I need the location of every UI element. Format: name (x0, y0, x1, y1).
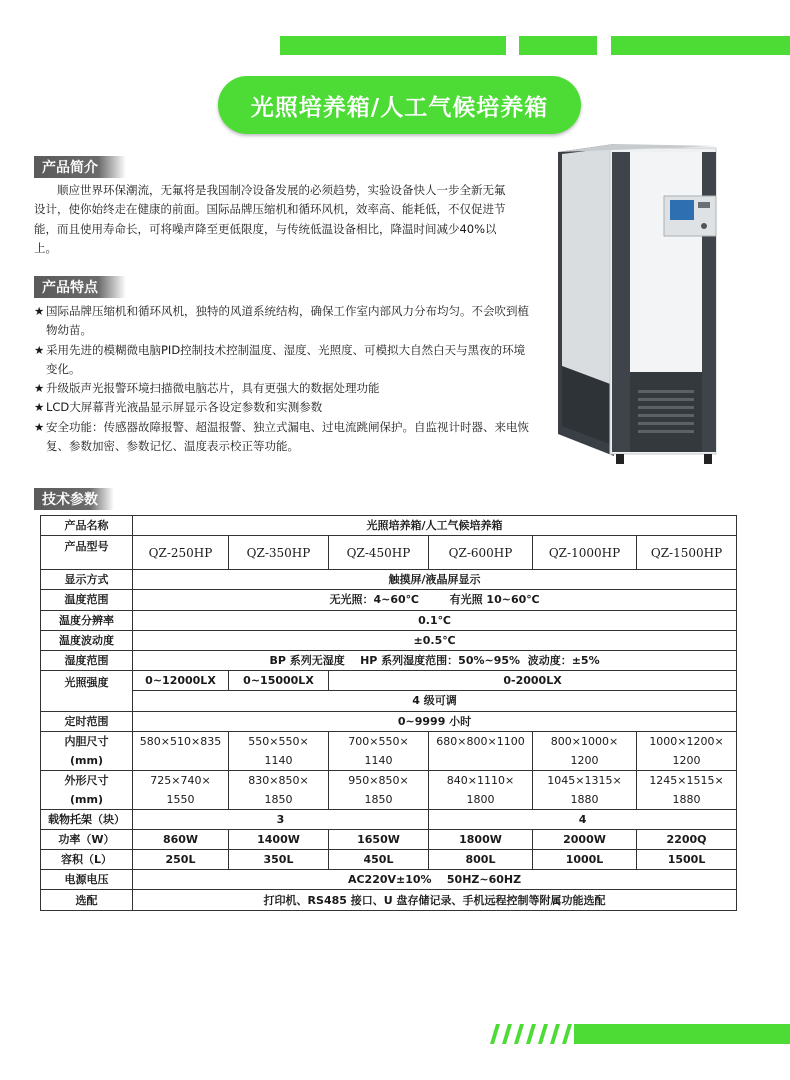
section-heading-features-label: 产品特点 (42, 280, 98, 296)
table-row (41, 711, 737, 731)
feature-item: ★ 国际品牌压缩机和循环风机，独特的风道系统结构，确保工作室内部风力分布均匀。不会吹到植物幼苗。 (34, 304, 529, 338)
star-icon: ★ (34, 342, 45, 357)
table-row (41, 516, 737, 536)
row-label: 内胆尺寸 (mm) (41, 731, 133, 770)
section-heading-specs-label: 技术参数 (42, 492, 98, 508)
row-label: 功率（W） (41, 829, 133, 849)
table-row (41, 809, 737, 829)
cell: 860W (133, 829, 229, 849)
row-label: 光照强度 (41, 671, 133, 711)
table-row (41, 829, 737, 849)
row-label: 温度范围 (41, 590, 133, 610)
table-row (41, 536, 737, 570)
cell: 550×550× 1140 (229, 731, 329, 770)
feature-item: ★ 采用先进的模糊微电脑PID控制技术控制温度、湿度、光照度、可模拟大自然白天与黑夜的环境变化。 (34, 342, 526, 376)
cell: BP 系列无湿度 HP 系列湿度范围：50%~95% 波动度：±5% (133, 650, 737, 670)
cell: 580×510×835 (133, 731, 229, 770)
feature-list (34, 302, 529, 456)
cell: 1800W (429, 829, 533, 849)
cell: 4 (429, 809, 737, 829)
cell: 800×1000× 1200 (533, 731, 637, 770)
row-label: 产品名称 (41, 516, 133, 536)
top-bar-left (280, 36, 506, 55)
feature-item: ★ LCD大屏幕背光液晶显示屏显示各设定参数和实测参数 (34, 398, 529, 417)
cell: 800L (429, 850, 533, 870)
top-bar-middle (519, 36, 597, 55)
row-label: 温度波动度 (41, 630, 133, 650)
bottom-stripe-decoration (486, 1024, 790, 1044)
cell: 触摸屏/液晶屏显示 (133, 570, 737, 590)
cell: 725×740× 1550 (133, 770, 229, 809)
cell: 0-2000LX (329, 671, 737, 691)
cell: 1500L (637, 850, 737, 870)
cell: 3 (133, 809, 429, 829)
cell: 光照培养箱/人工气候培养箱 (133, 516, 737, 536)
row-label: 产品型号 (41, 536, 133, 570)
intro-paragraph: 顺应世界环保潮流，无氟将是我国制冷设备发展的必须趋势，实验设备快人一步全新无氟设计，使你始终走在健康的前面。国际品牌压缩机和循环风机，效率高、能耗低，不仅促进节能，而且使用寿命长，可将噪声降至更低限度，与传统低温设备相比，降温时间减少40%以上。 (34, 183, 506, 255)
cell: 2200Q (637, 829, 737, 849)
cell: 0~15000LX (229, 671, 329, 691)
cell: QZ-350HP (229, 536, 329, 570)
feature-item: ★ 安全功能：传感器故障报警、超温报警、独立式漏电、过电流跳闸保护。自监视计时器、来电恢复、参数加密、参数记忆、温度表示校正等功能。 (34, 419, 529, 454)
row-label: 容积（L） (41, 850, 133, 870)
row-label: 载物托架（块） (41, 809, 133, 829)
cell: 950×850× 1850 (329, 770, 429, 809)
page-title: 光照培养箱/人工气候培养箱 (218, 76, 581, 134)
row-label: 选配 (41, 890, 133, 910)
cell: AC220V±10% 50HZ~60HZ (133, 870, 737, 890)
row-label: 湿度范围 (41, 650, 133, 670)
table-row (41, 850, 737, 870)
section-heading-intro-label: 产品简介 (42, 160, 98, 176)
star-icon: ★ (34, 419, 45, 434)
cell: ±0.5℃ (133, 630, 737, 650)
cell: 350L (229, 850, 329, 870)
cell: 1650W (329, 829, 429, 849)
table-row (41, 610, 737, 630)
cell: 无光照：4~60℃ 有光照 10~60℃ (133, 590, 737, 610)
star-icon: ★ (34, 381, 45, 396)
cell: QZ-450HP (329, 536, 429, 570)
table-row (41, 870, 737, 890)
cell: 1045×1315× 1880 (533, 770, 637, 809)
cell: 1000L (533, 850, 637, 870)
cell: QZ-1500HP (637, 536, 737, 570)
cell: 4 级可调 (133, 691, 737, 711)
cell: 0~9999 小时 (133, 711, 737, 731)
cell: 0.1℃ (133, 610, 737, 630)
cell: 840×1110× 1800 (429, 770, 533, 809)
table-row (41, 770, 737, 809)
cell: 1245×1515× 1880 (637, 770, 737, 809)
row-label: 电源电压 (41, 870, 133, 890)
cell: 1400W (229, 829, 329, 849)
cell: 打印机、RS485 接口、U 盘存储记录、手机远程控制等附属功能选配 (133, 890, 737, 910)
cell: 250L (133, 850, 229, 870)
top-bar-right (611, 36, 790, 55)
table-row (41, 590, 737, 610)
cell: QZ-250HP (133, 536, 229, 570)
table-row (41, 691, 737, 711)
cell: 2000W (533, 829, 637, 849)
table-row (41, 650, 737, 670)
touchscreen-icon (670, 200, 694, 220)
cell: QZ-1000HP (533, 536, 637, 570)
cell: QZ-600HP (429, 536, 533, 570)
section-heading-intro (34, 156, 126, 178)
row-label: 温度分辨率 (41, 610, 133, 630)
star-icon: ★ (34, 304, 45, 318)
feature-item: ★ 升级版声光报警环境扫描微电脑芯片，具有更强大的数据处理功能 (34, 379, 529, 398)
table-row (41, 731, 737, 770)
table-row (41, 890, 737, 910)
row-label: 外形尺寸 (mm) (41, 770, 133, 809)
section-heading-features (34, 276, 126, 298)
section-heading-specs (34, 488, 114, 510)
cell: 450L (329, 850, 429, 870)
row-label: 定时范围 (41, 711, 133, 731)
cell: 680×800×1100 (429, 731, 533, 770)
incubator-cabinet-image (546, 144, 726, 476)
row-label: 显示方式 (41, 570, 133, 590)
table-row (41, 630, 737, 650)
table-row (41, 570, 737, 590)
cell: 1000×1200× 1200 (637, 731, 737, 770)
cell: 0~12000LX (133, 671, 229, 691)
cell: 830×850× 1850 (229, 770, 329, 809)
table-row (41, 671, 737, 691)
star-icon: ★ (34, 400, 45, 415)
spec-table (40, 515, 737, 911)
cell: 700×550× 1140 (329, 731, 429, 770)
